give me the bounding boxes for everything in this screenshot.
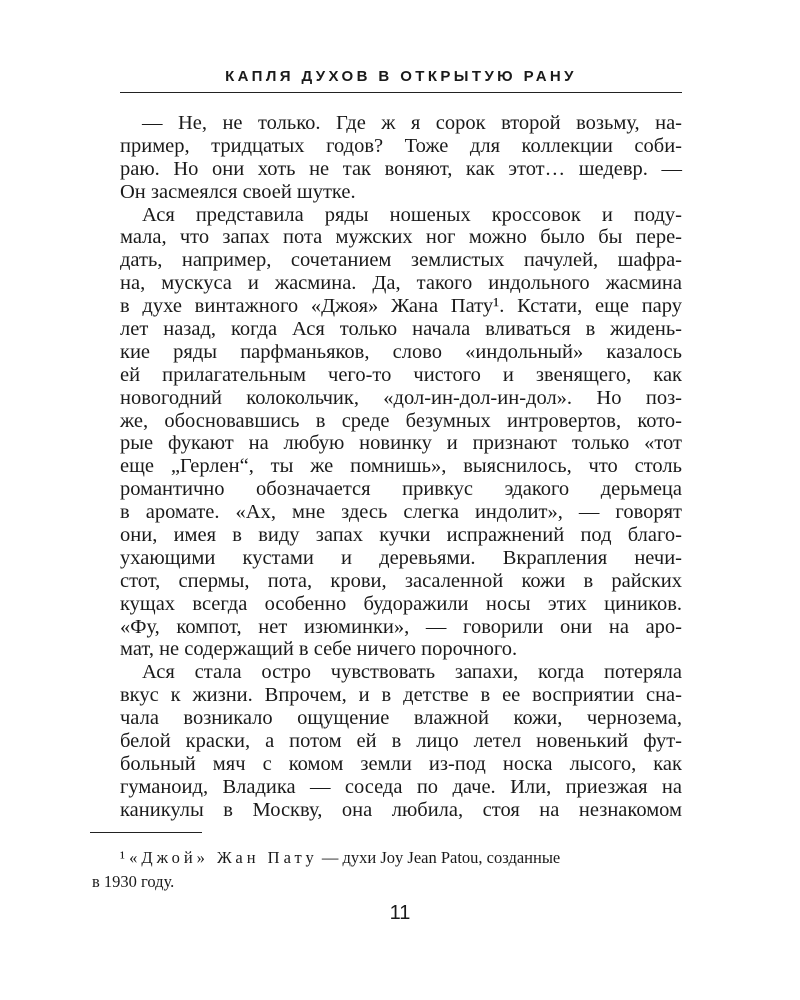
text-line: они, имея в виду запах кучки испражнений под благо- [120,524,682,547]
text-line: «Фу, компот, нет изюминки», — говорили они на аро- [120,615,682,638]
text-line: раю. Но они хоть не так воняют, как этот… шедевр. — [120,157,682,180]
text-line: ей прилагательным чего-то чистого и звенящего, как [120,363,682,386]
text-line: в духе винтажного «Джоя» Жана Пату¹. Кстати, еще пару [120,295,682,318]
text-line: еще „Герлен“, ты же помнишь», выяснилось, что столь [120,455,682,478]
text-line: гуманоид, Владика — соседа по даче. Или, приезжая на [120,775,682,798]
text-line: в аромате. «Ах, мне здесь слегка индолит», — говорят [120,501,682,524]
text-line: пример, тридцатых годов? Тоже для коллекции соби- [120,134,682,157]
footnote-text: — духи Joy Jean Patou, созданные [317,848,561,867]
text-line: чала возникало ощущение влажной кожи, чернозема, [120,707,682,730]
text-line: кущах всегда особенно будоражили носы этих циников. [120,592,682,615]
footnote-line: в 1930 году. [92,872,175,891]
text-line: же, обосновавшись в среде безумных интровертов, кото- [120,409,682,432]
text-line: Ася стала остро чувствовать запахи, когда потеряла [142,661,682,684]
text-line: стот, спермы, пота, крови, засаленной кожи в райских [120,569,682,592]
page-number: 11 [389,902,411,924]
text-line: мат, не содержащий в себе ничего порочного. [120,638,518,661]
body-text [120,112,682,822]
text-line: лет назад, когда Ася только начала вливаться в жидень- [120,318,682,341]
text-line: новогодний колокольчик, «дол-ин-дол-ин-дол». Но поз- [120,386,682,409]
text-line: дать, например, сочетанием землистых пачулей, шафра- [120,249,682,272]
text-line: мала, что запах пота мужских ног можно было бы пере- [120,226,682,249]
text-line: рые фукают на любую новинку и признают только «тот [120,432,682,455]
footnote-term: «Джой» Жан Пату [129,848,318,867]
text-line: — Не, не только. Где ж я сорок второй возьму, на- [142,112,682,134]
text-line: каникулы в Москву, она любила, стоя на незнакомом [120,798,682,821]
footnote-marker: ¹ [120,848,125,867]
running-head: КАПЛЯ ДУХОВ В ОТКРЫТУЮ РАНУ [225,68,577,85]
text-line: больный мяч с комом земли из-под носка лысого, как [120,752,682,775]
text-line: белой краски, а потом ей в лицо летел новенький фут- [120,730,682,753]
text-line: Ася представила ряды ношеных кроссовок и поду- [142,203,682,226]
text-line: на, мускуса и жасмина. Да, такого индольного жасмина [120,272,682,295]
text-line: ухающими кустами и деревьями. Вкрапления нечи- [120,546,682,569]
header-rule [120,92,682,93]
footnote [92,846,682,894]
text-line: романтично обозначается привкус эдакого дерьмеца [120,478,682,501]
footnote-rule [90,832,202,833]
text-line: кие ряды парфманьяков, слово «индольный» казалось [120,340,682,363]
text-line: вкус к жизни. Впрочем, и в детстве в ее восприятии сна- [120,684,682,707]
footnote-line [120,846,682,870]
text-line: Он засмеялся своей шутке. [120,180,356,203]
